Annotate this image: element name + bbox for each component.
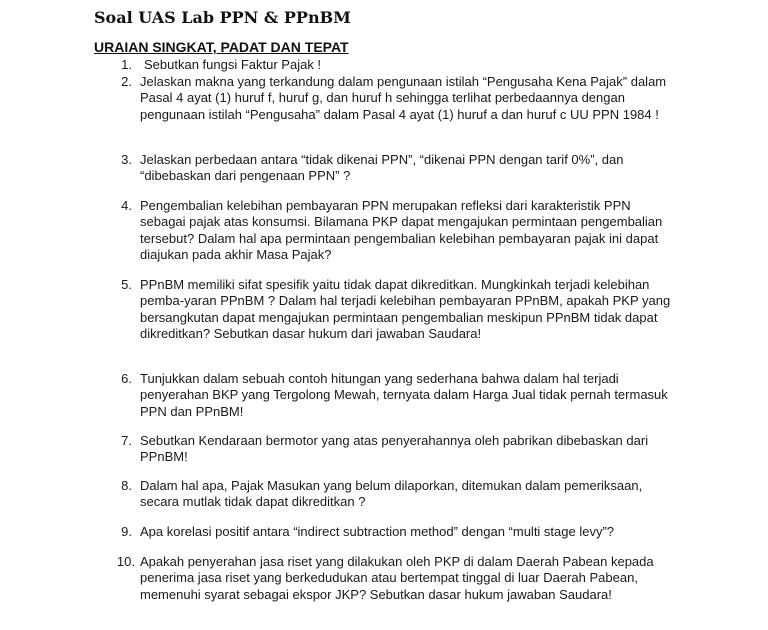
question-number: 10. [116, 554, 135, 569]
question-text: Jelaskan perbedaan antara “tidak dikenai PPN”, “dikenai PPN dengan tarif 0%”, dan “dibebaskan dari pengenaan PPN” ? [140, 152, 624, 184]
question-number: 1. [121, 57, 132, 72]
question-text: Jelaskan makna yang terkandung dalam pengunaan istilah “Pengusaha Kena Pajak” dalam Pasal 4 ayat (1) huruf f, huruf g, dan huruf h sehingga terlihat perbedaannya dengan pengunaan istilah “Pengusaha” dalam Pasal 4 ayat (1) huruf a dan huruf c UU PPN 1984 ! [140, 74, 667, 122]
question-number: 2. [121, 74, 132, 89]
question-number: 7. [121, 433, 132, 448]
question-number: 4. [121, 198, 132, 213]
question-number: 3. [121, 152, 132, 167]
question-text: Sebutkan fungsi Faktur Pajak ! [144, 57, 322, 72]
question-text: Pengembalian kelebihan pembayaran PPN merupakan refleksi dari karakteristik PPN sebagai pajak atas konsumsi. Bilamana PKP dapat mengajukan permintaan pengembalian tersebut? Dalam hal apa permintaan pengembalian kelebihan pembayaran pajak ini dapat diajukan pada akhir Masa Pajak? [140, 198, 663, 262]
question-number: 5. [121, 277, 132, 292]
question-text: Sebutkan Kendaraan bermotor yang atas penyerahannya oleh pabrikan dibebaskan dari PPnBM! [140, 433, 649, 465]
question-text: PPnBM memiliki sifat spesifik yaitu tidak dapat dikreditkan. Mungkinkah terjadi kelebihan pemba-yaran PPnBM ? Dalam hal terjadi kelebihan pembayaran PPnBM, apakah PKP yang bersangkutan dapat mengajukan permintaan pengembalian meskipun PPnBM tidak dapat dikreditkan? Sebutkan dasar hukum dari jawaban Saudara! [140, 277, 671, 341]
question-text: Tunjukkan dalam sebuah contoh hitungan yang sederhana bahwa dalam hal terjadi penyerahan BKP yang Tergolong Mewah, ternyata dalam Harga Jual tidak pernah termasuk PPN dan PPnBM! [140, 371, 668, 419]
question-number: 9. [121, 524, 132, 539]
section-heading: URAIAN SINGKAT, PADAT DAN TEPAT [94, 39, 349, 55]
question-number: 8. [121, 478, 132, 493]
document-title: Soal UAS Lab PPN & PPnBM [94, 8, 351, 27]
question-number: 6. [121, 371, 132, 386]
question-text: Apa korelasi positif antara “indirect subtraction method” dengan “multi stage levy”? [140, 524, 615, 539]
question-text: Dalam hal apa, Pajak Masukan yang belum dilaporkan, ditemukan dalam pemeriksaan, secara mutlak tidak dapat dikreditkan ? [140, 478, 643, 510]
question-text: Apakah penyerahan jasa riset yang dilakukan oleh PKP di dalam Daerah Pabean kepada penerima jasa riset yang berkedudukan atau bertempat tinggal di luar Daerah Pabean, memenuhi syarat sebagai ekspor JKP? Sebutkan dasar hukum jawaban Saudara! [140, 554, 654, 602]
